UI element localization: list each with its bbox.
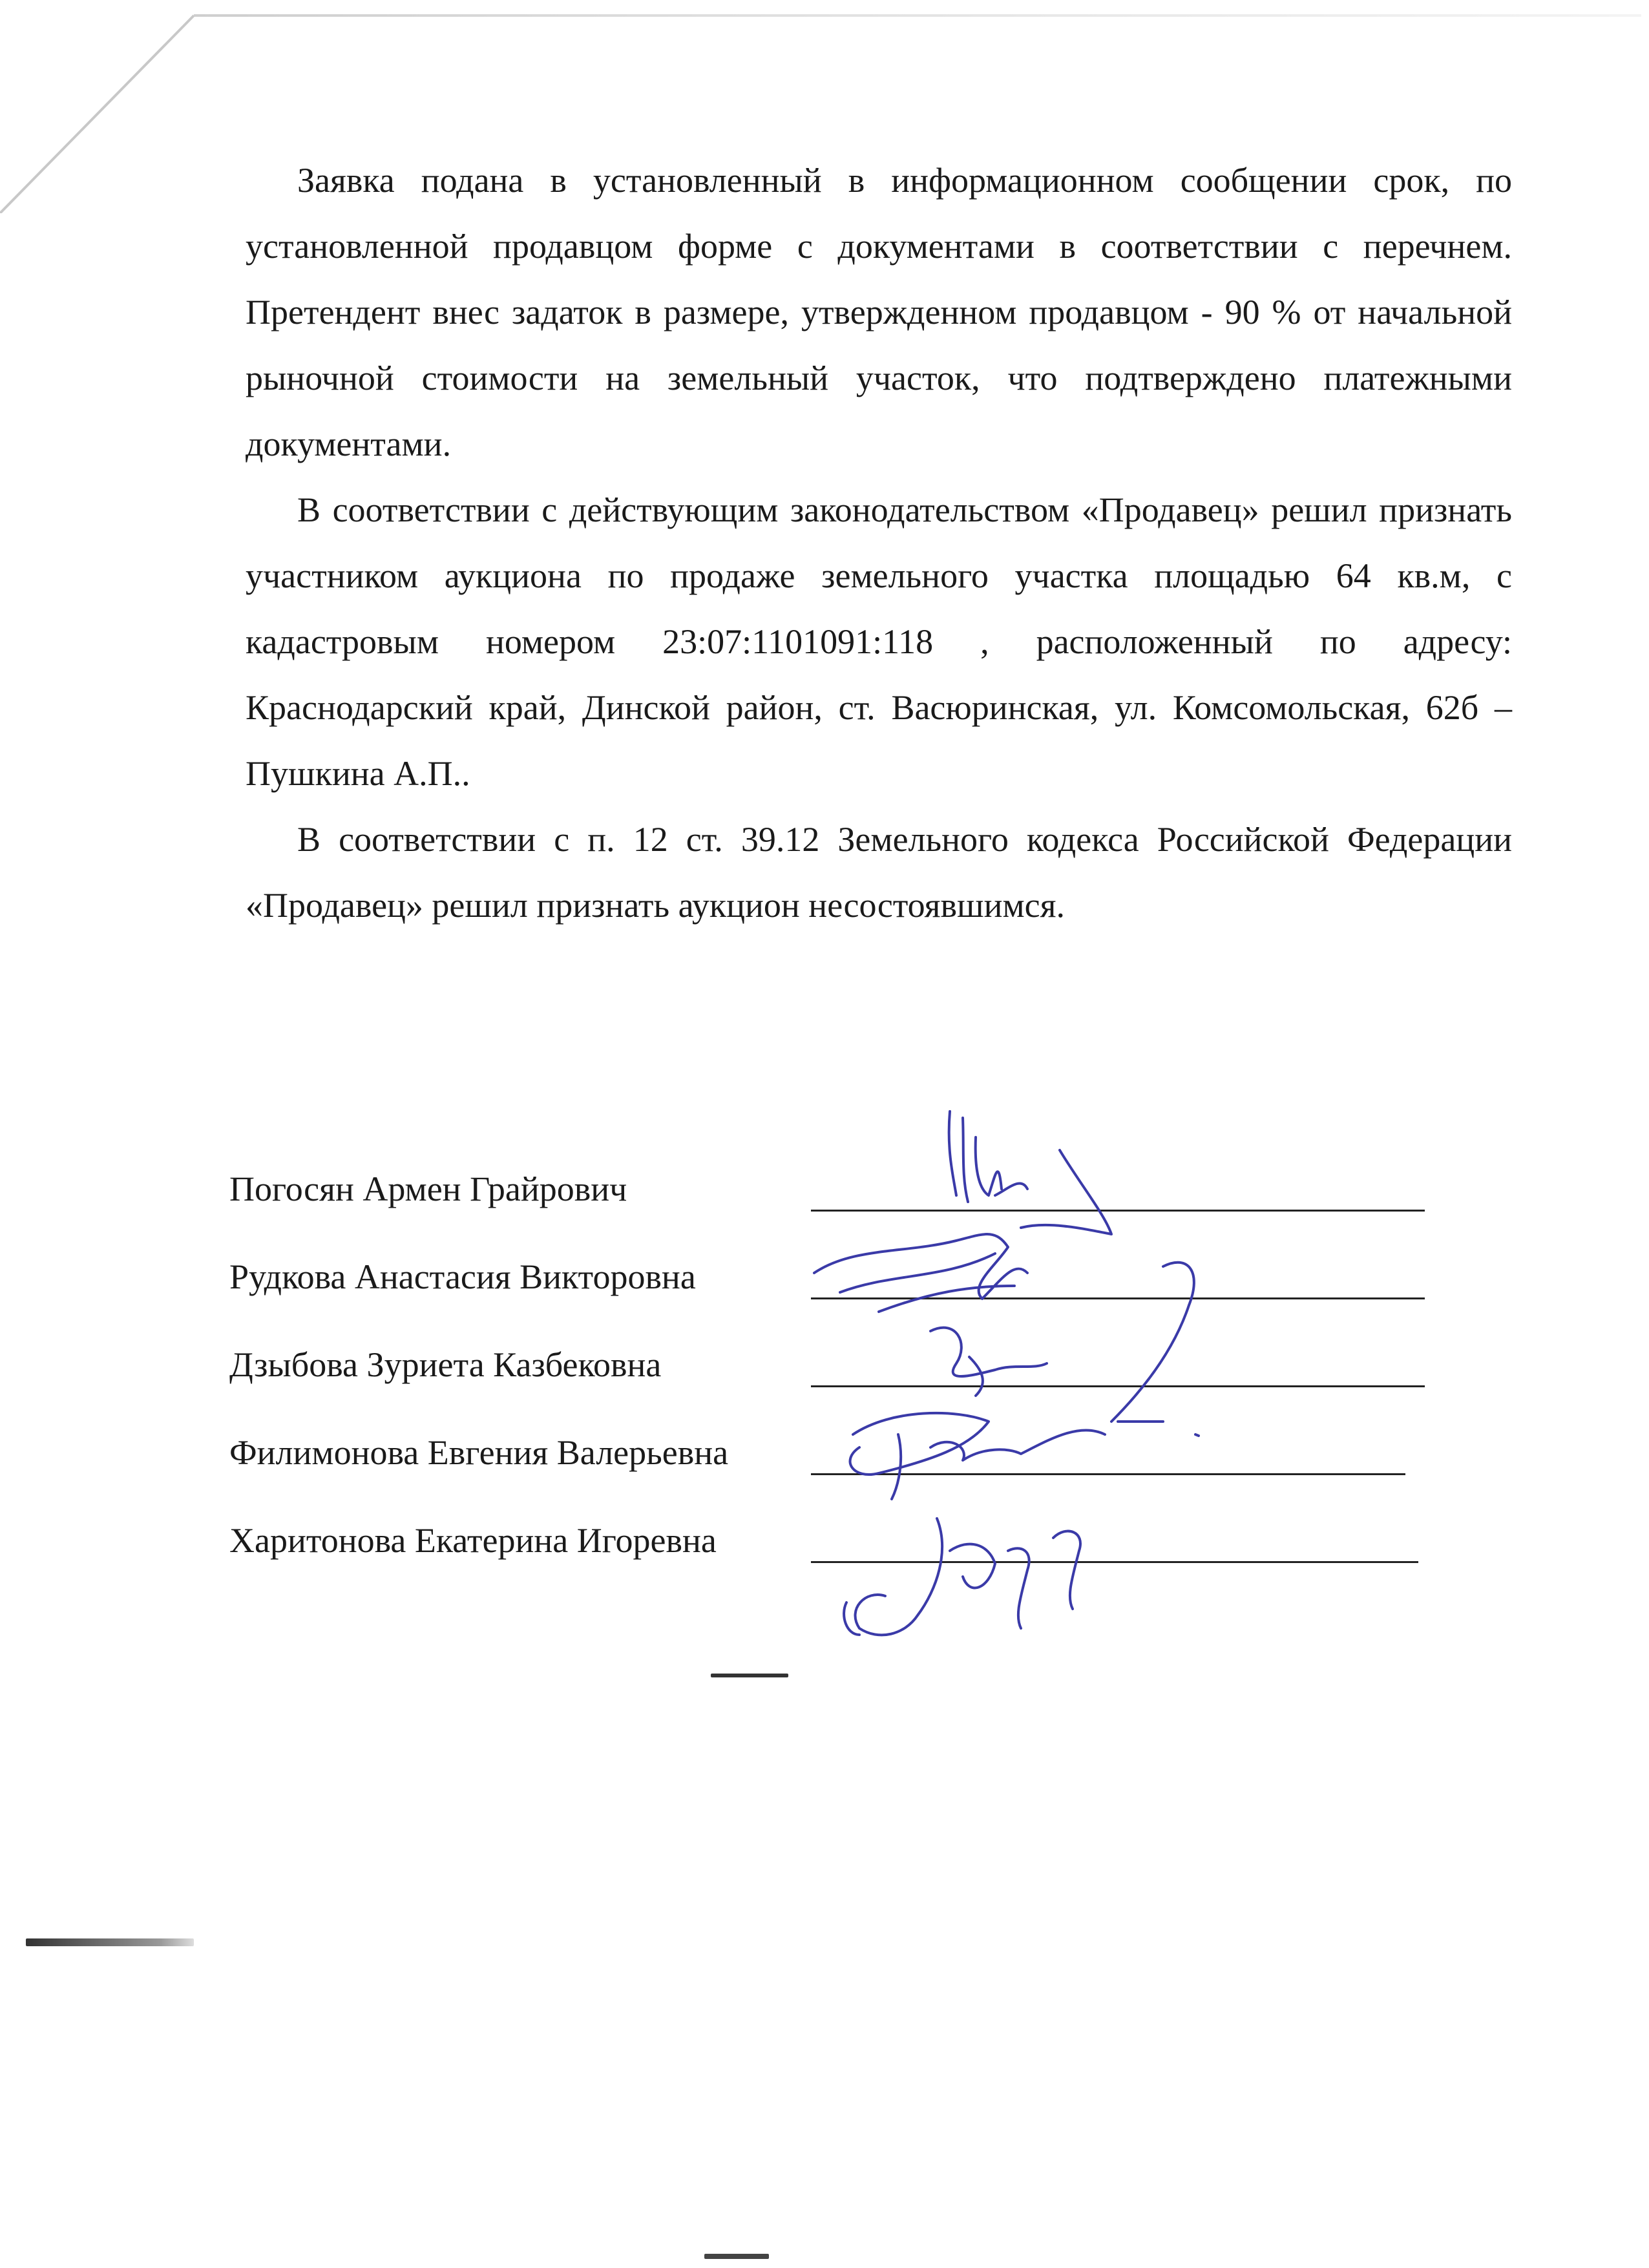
- scan-mark-left: [26, 1938, 194, 1946]
- signatory-name: Дзыбова Зуриета Казбековна: [229, 1345, 662, 1384]
- signatory-name: Погосян Армен Грайрович: [229, 1170, 627, 1208]
- signature-2: [814, 1234, 1027, 1312]
- signature-1: [949, 1111, 1111, 1234]
- signature-3: [930, 1263, 1194, 1422]
- paragraph-participant: В соответствии с действующим законодательством «Продавец» решил признать участником аукциона по продаже земельного участка площадью 64 кв.м, с кадастровым номером 23:07:1101091:118 , расположенный по адресу: Краснодарский край, Динской район, ст. Васюринская, ул. Комсомольская, 62б – Пушкина А.П..: [246, 490, 1512, 793]
- document-body: [246, 147, 1512, 938]
- page-corner-fold: [0, 0, 207, 213]
- signatory-name: Рудкова Анастасия Викторовна: [229, 1257, 696, 1296]
- paragraph-application: Заявка подана в установленный в информационном сообщении срок, по установленной продавцом форме с документами в соответствии с перечнем. Претендент внес задаток в размере, утвержденном продавцом - 90 % от начальной рыночной стоимости на земельный участок, что подтверждено платежными документами.: [246, 161, 1512, 463]
- page-top-edge: [194, 14, 1641, 17]
- signature-5: [844, 1518, 1080, 1635]
- signature-4: [850, 1413, 1199, 1499]
- scan-mark-bottom: [711, 1674, 788, 1677]
- handwritten-signatures: [801, 1098, 1266, 1667]
- signatory-name: Филимонова Евгения Валерьевна: [229, 1433, 729, 1472]
- scan-mark-bottom-2: [704, 2254, 769, 2259]
- signatory-name: Харитонова Екатерина Игоревна: [229, 1521, 717, 1560]
- paragraph-auction-failed: В соответствии с п. 12 ст. 39.12 Земельного кодекса Российской Федерации «Продавец» решил признать аукцион несостоявшимся.: [246, 820, 1512, 925]
